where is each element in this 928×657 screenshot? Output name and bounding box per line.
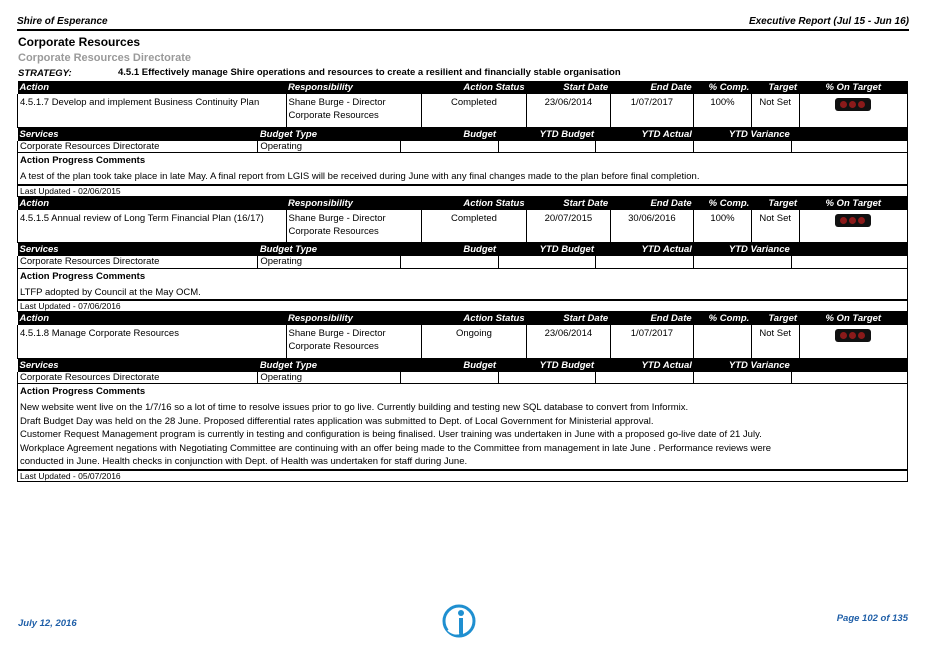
last-updated: Last Updated - 07/06/2016 bbox=[17, 300, 908, 312]
action-header-row bbox=[18, 312, 908, 325]
responsibility-dept: Corporate Resources bbox=[288, 225, 379, 237]
traffic-light-lamp bbox=[849, 332, 856, 339]
page-header bbox=[17, 14, 909, 31]
col-ytd-variance: YTD Variance bbox=[694, 128, 792, 141]
comment-line: conducted in June. Health checks in conjunction with Dept. of Health was undertaken for staff during June. bbox=[20, 456, 468, 467]
on-target-cell bbox=[799, 210, 907, 243]
action-name: 4.5.1.8 Manage Corporate Resources bbox=[18, 325, 287, 358]
end-date: 30/06/2016 bbox=[610, 210, 694, 243]
col-on-target: % On Target bbox=[799, 312, 907, 325]
col-services: Services bbox=[18, 128, 258, 141]
col-start-date: Start Date bbox=[527, 81, 611, 94]
action-table bbox=[17, 81, 908, 128]
action-name: 4.5.1.7 Develop and implement Business Continuity Plan bbox=[18, 94, 287, 127]
col-comp: % Comp. bbox=[694, 81, 752, 94]
col-comp: % Comp. bbox=[694, 197, 752, 210]
strategy-text: 4.5.1 Effectively manage Shire operations and resources to create a resilient and financially stable organisation bbox=[118, 67, 621, 78]
col-action-status: Action Status bbox=[421, 197, 526, 210]
action-block bbox=[17, 197, 908, 313]
traffic-light-lamp bbox=[840, 332, 847, 339]
footer-date: July 12, 2016 bbox=[18, 618, 77, 629]
col-target: Target bbox=[751, 312, 799, 325]
col-action: Action bbox=[18, 197, 287, 210]
responsibility-name: Shane Burge - Director bbox=[288, 97, 386, 108]
ytd-actual-value bbox=[596, 256, 694, 268]
comment-line: Customer Request Management program is currently in testing and configuration is being finalised. User training was undertaken in June with a proposed go-live date of 21 July. bbox=[20, 429, 762, 440]
traffic-light-icon bbox=[835, 214, 871, 227]
target-value: Not Set bbox=[751, 210, 799, 243]
progress-comments bbox=[17, 269, 908, 301]
comments-title: Action Progress Comments bbox=[20, 155, 146, 166]
services-row bbox=[18, 141, 908, 153]
traffic-light-icon bbox=[835, 98, 871, 111]
traffic-light-lamp bbox=[858, 217, 865, 224]
col-budget: Budget bbox=[400, 128, 498, 141]
col-end-date: End Date bbox=[610, 81, 694, 94]
col-budget-type: Budget Type bbox=[258, 128, 400, 141]
col-blank bbox=[792, 243, 908, 256]
col-ytd-variance: YTD Variance bbox=[694, 243, 792, 256]
start-date: 20/07/2015 bbox=[527, 210, 611, 243]
traffic-light-icon bbox=[835, 329, 871, 342]
col-responsibility: Responsibility bbox=[286, 197, 421, 210]
action-status: Ongoing bbox=[421, 325, 526, 358]
action-header-row bbox=[18, 81, 908, 94]
ytd-budget-value bbox=[498, 372, 596, 384]
target-value: Not Set bbox=[751, 94, 799, 127]
action-table bbox=[17, 312, 908, 359]
responsibility-name: Shane Burge - Director bbox=[288, 212, 386, 224]
services-table bbox=[17, 128, 908, 154]
comments-title: Action Progress Comments bbox=[20, 386, 146, 397]
comments-body bbox=[18, 398, 907, 469]
action-block bbox=[17, 312, 908, 482]
col-end-date: End Date bbox=[610, 197, 694, 210]
col-action: Action bbox=[18, 81, 287, 94]
traffic-light-lamp bbox=[840, 217, 847, 224]
target-value: Not Set bbox=[751, 325, 799, 358]
ytd-actual-value bbox=[596, 372, 694, 384]
action-header-row bbox=[18, 197, 908, 210]
action-table bbox=[17, 197, 908, 244]
responsibility-dept: Corporate Resources bbox=[288, 110, 379, 121]
start-date: 23/06/2014 bbox=[527, 325, 611, 358]
col-on-target: % On Target bbox=[799, 197, 907, 210]
comment-line: LTFP adopted by Council at the May OCM. bbox=[20, 286, 201, 298]
col-ytd-actual: YTD Actual bbox=[596, 128, 694, 141]
comments-body bbox=[18, 283, 907, 300]
shire-logo-icon bbox=[440, 604, 478, 638]
comment-line: Workplace Agreement negations with Negotiating Committee are continuing with an offer being made to the Committee from management in late June . Performance reviews were bbox=[20, 442, 772, 454]
comments-body bbox=[18, 167, 907, 184]
traffic-light-lamp bbox=[849, 101, 856, 108]
budget-value bbox=[400, 141, 498, 153]
traffic-light-lamp bbox=[840, 101, 847, 108]
on-target-cell bbox=[799, 325, 907, 358]
blank-value bbox=[792, 372, 908, 384]
col-budget: Budget bbox=[400, 359, 498, 372]
budget-value bbox=[400, 256, 498, 268]
col-target: Target bbox=[751, 81, 799, 94]
col-blank bbox=[792, 359, 908, 372]
action-row bbox=[18, 325, 908, 358]
budget-type: Operating bbox=[258, 141, 400, 153]
col-budget-type: Budget Type bbox=[258, 243, 400, 256]
start-date: 23/06/2014 bbox=[527, 94, 611, 127]
traffic-light-lamp bbox=[858, 101, 865, 108]
comments-title: Action Progress Comments bbox=[20, 270, 146, 282]
ytd-actual-value bbox=[596, 141, 694, 153]
action-status: Completed bbox=[421, 94, 526, 127]
progress-comments bbox=[17, 153, 908, 185]
strategy-label: STRATEGY: bbox=[18, 68, 72, 79]
col-responsibility: Responsibility bbox=[286, 81, 421, 94]
percent-complete bbox=[694, 325, 752, 358]
percent-complete: 100% bbox=[694, 210, 752, 243]
ytd-variance-value bbox=[694, 141, 792, 153]
col-action-status: Action Status bbox=[421, 312, 526, 325]
traffic-light-lamp bbox=[849, 217, 856, 224]
org-name: Shire of Esperance bbox=[17, 16, 108, 27]
services-table bbox=[17, 359, 908, 385]
ytd-budget-value bbox=[498, 141, 596, 153]
ytd-variance-value bbox=[694, 256, 792, 268]
col-services: Services bbox=[18, 243, 258, 256]
ytd-variance-value bbox=[694, 372, 792, 384]
action-row bbox=[18, 210, 908, 243]
section-title: Corporate Resources bbox=[18, 35, 141, 49]
comment-line: New website went live on the 1/7/16 so a lot of time to resolve issues prior to go live. Currently building and testing new SQL database to convert from Informix. bbox=[20, 402, 689, 413]
last-updated: Last Updated - 02/06/2015 bbox=[17, 185, 908, 197]
col-services: Services bbox=[18, 359, 258, 372]
col-comp: % Comp. bbox=[694, 312, 752, 325]
service-name: Corporate Resources Directorate bbox=[18, 372, 258, 384]
action-row bbox=[18, 94, 908, 127]
col-ytd-budget: YTD Budget bbox=[498, 243, 596, 256]
on-target-cell bbox=[799, 94, 907, 127]
col-target: Target bbox=[751, 197, 799, 210]
progress-comments bbox=[17, 384, 908, 470]
services-header-row bbox=[18, 359, 908, 372]
responsibility-cell bbox=[286, 325, 421, 358]
col-budget: Budget bbox=[400, 243, 498, 256]
col-start-date: Start Date bbox=[527, 197, 611, 210]
services-table bbox=[17, 243, 908, 269]
col-on-target: % On Target bbox=[799, 81, 907, 94]
col-ytd-variance: YTD Variance bbox=[694, 359, 792, 372]
budget-value bbox=[400, 372, 498, 384]
last-updated: Last Updated - 05/07/2016 bbox=[17, 470, 908, 482]
col-budget-type: Budget Type bbox=[258, 359, 400, 372]
blank-value bbox=[792, 256, 908, 268]
responsibility-dept: Corporate Resources bbox=[288, 341, 379, 352]
col-blank bbox=[792, 128, 908, 141]
sub-title: Corporate Resources Directorate bbox=[18, 52, 192, 64]
services-row bbox=[18, 372, 908, 384]
services-row bbox=[18, 256, 908, 268]
blank-value bbox=[792, 141, 908, 153]
percent-complete: 100% bbox=[694, 94, 752, 127]
service-name: Corporate Resources Directorate bbox=[18, 256, 258, 268]
report-title: Executive Report (Jul 15 - Jun 16) bbox=[748, 16, 909, 27]
comment-line: Draft Budget Day was held on the 28 June. Proposed differential rates application was submitted to Dept. of Local Government for Ministerial approval. bbox=[20, 415, 654, 427]
responsibility-name: Shane Burge - Director bbox=[288, 328, 386, 339]
ytd-budget-value bbox=[498, 256, 596, 268]
page-number: Page 102 of 135 bbox=[836, 613, 908, 624]
budget-type: Operating bbox=[258, 372, 400, 384]
services-header-row bbox=[18, 128, 908, 141]
responsibility-cell bbox=[286, 210, 421, 243]
col-responsibility: Responsibility bbox=[286, 312, 421, 325]
traffic-light-lamp bbox=[858, 332, 865, 339]
col-end-date: End Date bbox=[610, 312, 694, 325]
col-ytd-budget: YTD Budget bbox=[498, 359, 596, 372]
strategy-line bbox=[18, 68, 908, 80]
action-report bbox=[17, 81, 908, 482]
comment-line: A test of the plan took take place in late May. A final report from LGIS will be received during June with any final changes made to the plan before final completion. bbox=[20, 171, 700, 182]
col-action-status: Action Status bbox=[421, 81, 526, 94]
action-name: 4.5.1.5 Annual review of Long Term Financial Plan (16/17) bbox=[18, 210, 287, 243]
col-start-date: Start Date bbox=[527, 312, 611, 325]
budget-type: Operating bbox=[258, 256, 400, 268]
action-block bbox=[17, 81, 908, 197]
col-ytd-actual: YTD Actual bbox=[596, 359, 694, 372]
service-name: Corporate Resources Directorate bbox=[18, 141, 258, 153]
responsibility-cell bbox=[286, 94, 421, 127]
end-date: 1/07/2017 bbox=[610, 94, 694, 127]
action-status: Completed bbox=[421, 210, 526, 243]
services-header-row bbox=[18, 243, 908, 256]
col-ytd-actual: YTD Actual bbox=[596, 243, 694, 256]
col-ytd-budget: YTD Budget bbox=[498, 128, 596, 141]
end-date: 1/07/2017 bbox=[610, 325, 694, 358]
col-action: Action bbox=[18, 312, 287, 325]
